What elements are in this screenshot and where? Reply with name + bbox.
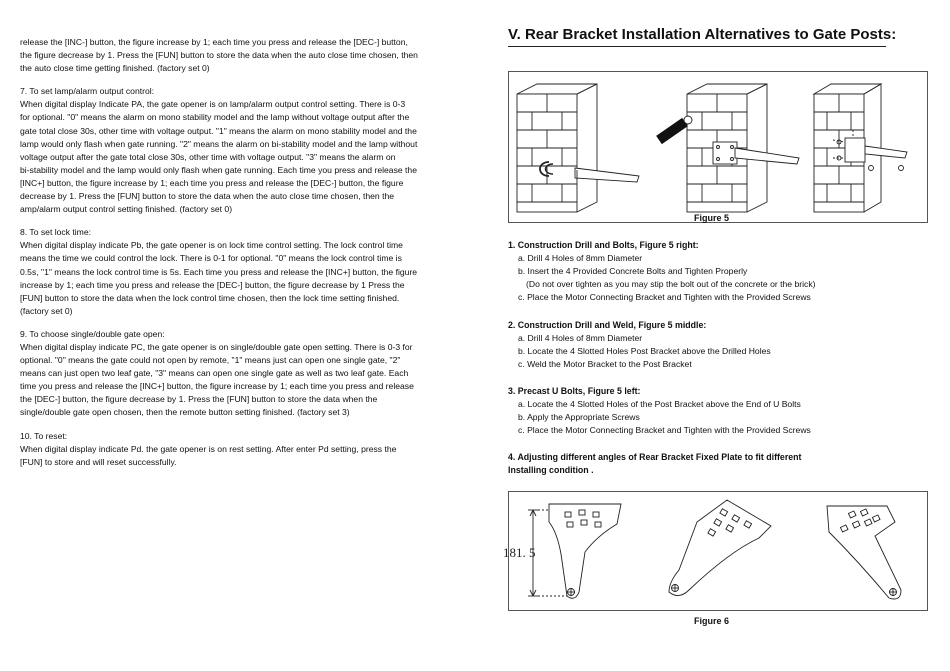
paragraph-lock-time: 8. To set lock time: When digital display indicate Pb, the gate opener is on lock time control setting. The lock control time means the time we could control the lock. There is 0-1 for optional. "0" means the lock control time is 0.5s, "1" means the lock control time is 5s. Each time you press and release the [INC+] button, the figure increase by 1; each time you press and release the [DEC-] button, the figure decrease by 1 Press the [FUN] button to store the data when the lock control time chosen, then the lock time setting finished. (factory set 0) [20, 227, 418, 316]
paragraph-lamp-alarm-output: 7. To set lamp/alarm output control: When digital display Indicate PA, the gate opener is on lamp/alarm output control setting. There is 0-3 for optional. "0" means the alarm on mono stability model and the lamp without voltage output after the gate total close 30s, other time with voltage output. "1" means the alarm on mono stability model and the lamp would only flash when gate running. "2" means the alarm on bi-stability model and the lamp without voltage output after the gate total close 30s, other time with voltage output. "3" means the alarm on bi-stability model and the lamp would only flash when gate running. Each time you press and release the [INC+] button, the figure increase by 1; each time you press and release the [DEC-] button, the figure decrease by 1. Press the [FUN] button to store the data when the auto close time chosen, then the amp/alarm output control setting finished. (factory set 0) [20, 86, 418, 215]
figure-5-box [508, 71, 928, 223]
section-title: 2. Construction Drill and Weld, Figure 5 middle: [508, 320, 707, 330]
bracket-plate-angled-middle [669, 500, 771, 596]
section-drill-weld [508, 319, 928, 371]
figure-5-illustration [509, 72, 927, 222]
section-item: a. Drill 4 Holes of 8mm Diameter [518, 333, 643, 343]
right-column [503, 26, 928, 666]
paragraph-auto-close-continuation: release the [INC-] button, the figure increase by 1; each time you press and release the [DEC-] button, the figure decrease by 1. Press the [FUN] button to store the data when the auto close time chosen, then the auto close time getting finished. (factory set 0) [20, 37, 418, 74]
figure-6-box [503, 491, 928, 611]
brick-post-middle [659, 84, 799, 212]
section-title: 4. Adjusting different angles of Rear Bracket Fixed Plate to fit different Installing condition . [508, 452, 802, 475]
section-drill-bolts [508, 239, 928, 304]
figure-6-caption: Figure 6 [694, 616, 730, 626]
section-title: 1. Construction Drill and Bolts, Figure 5 right: [508, 240, 699, 250]
left-column [20, 36, 475, 479]
brick-post-left [517, 84, 639, 212]
paragraph-single-double-gate: 9. To choose single/double gate open: When digital display indicate PC, the gate opener is on single/double gate open setting. There is 0-3 for optional. "0" means the gate could not open by remote, "1" means just can open one single gate, "2" means can just open two leaf gate, "3" means can open one single gate as well as two leaf gate. Each time you press and release the [INC+] button, the figure increase by 1; each time you press and release the [DEC-] button, the figure decrease by 1. Press the [FUN] button to store the data when the single/double gate open chosen, then the remote button setting finished. (factory set 3) [20, 328, 414, 418]
section-item-note: (Do not over tighten as you may stip the bolt out of the concrete or the brick) [526, 279, 816, 289]
section-item: b. Apply the Appropriate Screws [518, 412, 640, 422]
section-item: b. Insert the 4 Provided Concrete Bolts and Tighten Properly [518, 266, 748, 276]
section-item: c. Weld the Motor Bracket to the Post Bracket [518, 359, 692, 369]
figure-6-dimension-label: 181. 5 [503, 545, 536, 560]
section-item: c. Place the Motor Connecting Bracket and Tighten with the Provided Screws [518, 425, 811, 435]
brick-post-right [814, 84, 907, 212]
paragraph-reset: 10. To reset: When digital display indicate Pd. the gate opener is on rest setting. After enter Pd setting, press the [FUN] to store and will reset successfully. [20, 430, 397, 467]
bracket-plate-vertical [528, 504, 621, 598]
section-precast-u-bolts [508, 385, 928, 437]
section-item: c. Place the Motor Connecting Bracket and Tighten with the Provided Screws [518, 292, 811, 302]
figure-5-caption: Figure 5 [694, 213, 730, 223]
section-item: a. Drill 4 Holes of 8mm Diameter [518, 253, 643, 263]
figure-6-illustration [503, 492, 927, 610]
section-title: 3. Precast U Bolts, Figure 5 left: [508, 386, 641, 396]
heading-underline [508, 46, 886, 47]
section-item: a. Locate the 4 Slotted Holes of the Post Bracket above the End of U Bolts [518, 399, 801, 409]
section-heading: V. Rear Bracket Installation Alternatives to Gate Posts: [508, 26, 897, 43]
bracket-plate-angled-right [827, 506, 901, 599]
section-item: b. Locate the 4 Slotted Holes Post Bracket above the Drilled Holes [518, 346, 771, 356]
section-adjusting-angles [508, 451, 928, 477]
